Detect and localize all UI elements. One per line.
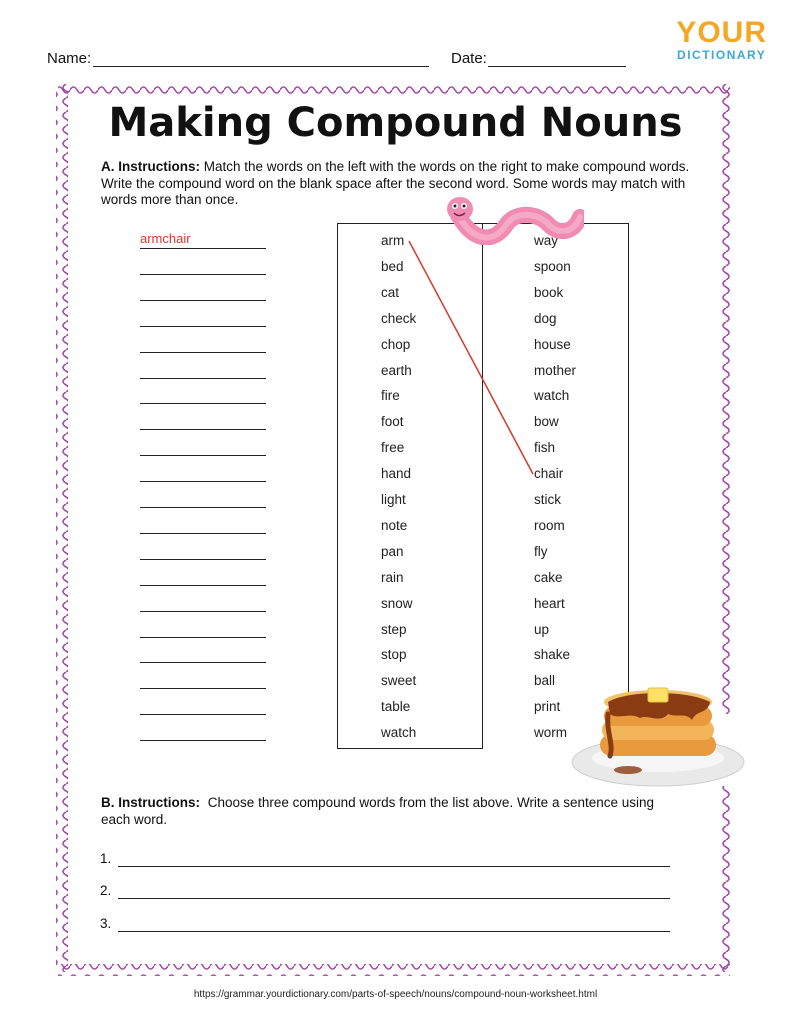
sentence-number-1: 1.	[100, 851, 112, 866]
pancakes-illustration	[568, 684, 748, 794]
right-word: watch	[534, 388, 570, 404]
right-word: fly	[534, 543, 548, 559]
right-word: ball	[534, 673, 556, 689]
left-word: stop	[381, 647, 407, 663]
right-word: up	[534, 621, 550, 637]
sentence-line-3[interactable]	[118, 931, 670, 932]
left-word: arm	[381, 233, 405, 248]
left-word: light	[381, 492, 406, 507]
sentence-number-3: 3.	[100, 916, 112, 931]
right-word: mother	[534, 362, 577, 378]
left-word: hand	[381, 466, 412, 482]
sentence-line-1[interactable]	[118, 866, 670, 867]
sentence-number-2: 2.	[100, 883, 112, 898]
sentence-line-2[interactable]	[118, 898, 670, 899]
logo-your: YOUR	[676, 16, 767, 49]
right-word: heart	[534, 595, 565, 611]
right-word: room	[534, 517, 565, 533]
section-a-text: Match the words on the left with the words on the right to make compound words. Write the compound word on the blank space after the second word. Some words may match with words more than once.	[101, 159, 690, 207]
section-b-heading: B. Instructions:	[101, 795, 201, 810]
left-word: step	[381, 621, 407, 637]
right-word: dog	[534, 310, 557, 326]
left-word: pan	[381, 543, 404, 559]
worm-illustration	[444, 195, 584, 245]
right-word: print	[534, 699, 561, 715]
left-word: check	[381, 310, 417, 326]
right-word: spoon	[534, 258, 571, 274]
left-word: note	[381, 517, 408, 533]
right-word: bow	[534, 414, 559, 430]
right-word: chair	[534, 466, 564, 482]
section-b-instructions	[101, 795, 671, 828]
right-word: fish	[534, 440, 556, 456]
left-word: rain	[381, 569, 404, 585]
left-word: bed	[381, 258, 404, 274]
right-word: shake	[534, 647, 571, 663]
match-line	[409, 241, 533, 474]
right-word: book	[534, 284, 564, 300]
date-label: Date:	[451, 50, 487, 67]
section-b-text: Choose three compound words from the list above. Write a sentence using each word.	[101, 795, 655, 827]
left-word: free	[381, 440, 405, 456]
name-label: Name:	[47, 50, 92, 67]
right-word: way	[534, 233, 559, 248]
left-word: chop	[381, 336, 411, 352]
right-word: cake	[534, 569, 563, 585]
logo-dictionary: DICTIONARY	[677, 48, 767, 62]
left-word: foot	[381, 414, 404, 430]
left-word: snow	[381, 595, 413, 611]
left-word: sweet	[381, 673, 417, 689]
page-title: Making Compound Nouns	[108, 100, 683, 146]
left-word: table	[381, 699, 411, 715]
left-word: fire	[381, 388, 400, 404]
section-a-heading: A. Instructions:	[101, 159, 201, 174]
left-word: earth	[381, 362, 412, 378]
right-word: stick	[534, 492, 561, 507]
left-word: cat	[381, 284, 400, 300]
right-word: house	[534, 336, 571, 352]
example-answer: armchair	[140, 231, 191, 246]
footer-url[interactable]: https://grammar.yourdictionary.com/parts-of-speech/nouns/compound-noun-worksheet.html	[193, 989, 598, 1000]
left-word: watch	[381, 725, 417, 741]
right-word: worm	[534, 725, 567, 741]
